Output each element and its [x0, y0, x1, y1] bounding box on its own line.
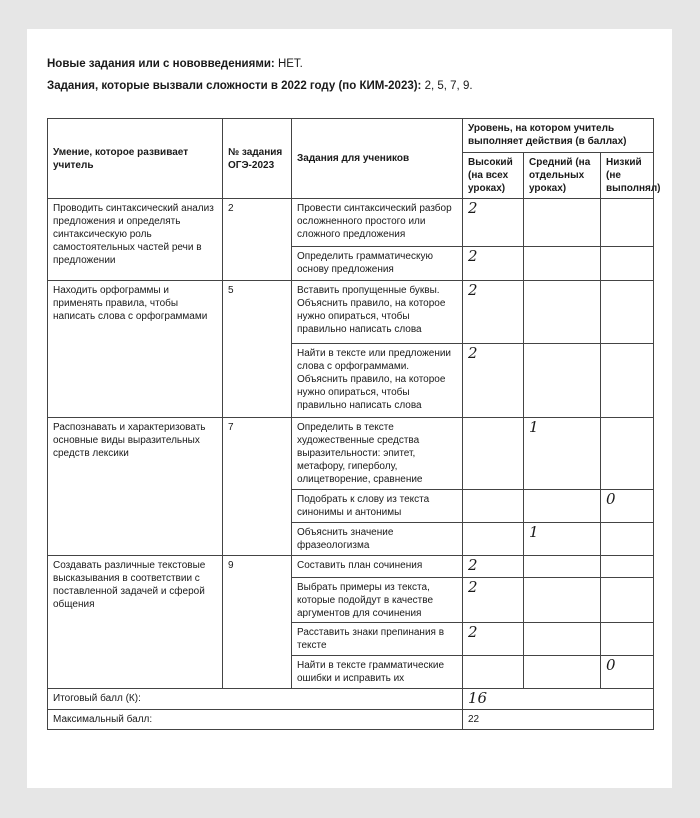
score-medium — [524, 343, 601, 417]
task-number-cell: 2 — [223, 198, 292, 280]
score-high: 2 — [463, 623, 524, 656]
score-high — [463, 656, 524, 688]
task-number-cell: 9 — [223, 555, 292, 688]
score-low — [601, 280, 654, 343]
score-low — [601, 522, 654, 555]
total-value: 16 — [463, 688, 654, 709]
task-cell: Провести синтаксический разбор осложненного простого или сложного предложения — [292, 198, 463, 246]
difficult-tasks-value: 2, 5, 7, 9. — [424, 80, 473, 92]
task-cell: Найти в тексте или предложении слова с орфограммами. Объяснить правило, на которое нужно опираться, чтобы правильно написать слова — [292, 343, 463, 417]
table-row — [48, 198, 654, 246]
new-tasks-line — [47, 58, 303, 70]
task-cell: Вставить пропущенные буквы. Объяснить правило, на которое нужно опираться, чтобы правильно написать слова — [292, 280, 463, 343]
score-medium — [524, 555, 601, 577]
difficult-tasks-line — [47, 80, 473, 92]
score-high: 2 — [463, 555, 524, 577]
task-cell: Составить план сочинения — [292, 555, 463, 577]
score-low: 0 — [601, 489, 654, 522]
score-medium — [524, 656, 601, 688]
table-row — [48, 555, 654, 577]
document-page — [27, 29, 672, 788]
max-row — [48, 709, 654, 729]
score-low — [601, 417, 654, 489]
skill-cell: Создавать различные текстовые высказывания в соответствии с поставленной задачей и сферой общения — [48, 555, 223, 688]
skill-cell: Находить орфограммы и применять правила, чтобы написать слова с орфограммами — [48, 280, 223, 417]
score-medium — [524, 246, 601, 280]
score-high — [463, 489, 524, 522]
score-medium: 1 — [524, 522, 601, 555]
score-medium — [524, 489, 601, 522]
task-cell: Подобрать к слову из текста синонимы и антонимы — [292, 489, 463, 522]
skill-cell: Проводить синтаксический анализ предложения и определять синтаксическую роль самостоятельных частей речи в предложении — [48, 198, 223, 280]
total-row — [48, 688, 654, 709]
score-medium: 1 — [524, 417, 601, 489]
new-tasks-value: НЕТ. — [277, 58, 303, 70]
max-value: 22 — [463, 709, 654, 729]
header-high: Высокий (на всех уроках) — [463, 153, 524, 199]
score-low — [601, 555, 654, 577]
score-medium — [524, 623, 601, 656]
task-cell: Найти в тексте грамматические ошибки и исправить их — [292, 656, 463, 688]
table-row — [48, 417, 654, 489]
score-high — [463, 417, 524, 489]
score-high — [463, 522, 524, 555]
task-cell: Выбрать примеры из текста, которые подойдут в качестве аргументов для сочинения — [292, 577, 463, 623]
task-number-cell: 7 — [223, 417, 292, 555]
table-row — [48, 280, 654, 343]
header-task-number: № задания ОГЭ-2023 — [223, 119, 292, 199]
score-low — [601, 623, 654, 656]
score-low — [601, 577, 654, 623]
new-tasks-label: Новые задания или с нововведениями: — [47, 58, 275, 70]
score-low: 0 — [601, 656, 654, 688]
task-cell: Расставить знаки препинания в тексте — [292, 623, 463, 656]
score-high: 2 — [463, 577, 524, 623]
header-level: Уровень, на котором учитель выполняет действия (в баллах) — [463, 119, 654, 153]
header-skill: Умение, которое развивает учитель — [48, 119, 223, 199]
header-low: Низкий (не выполнял) — [601, 153, 654, 199]
score-low — [601, 198, 654, 246]
score-low — [601, 246, 654, 280]
score-high: 2 — [463, 246, 524, 280]
score-high: 2 — [463, 280, 524, 343]
score-medium — [524, 577, 601, 623]
score-high: 2 — [463, 343, 524, 417]
skills-table — [47, 118, 661, 730]
max-label: Максимальный балл: — [48, 709, 463, 729]
header-medium: Средний (на отдельных уроках) — [524, 153, 601, 199]
total-label: Итоговый балл (К): — [48, 688, 463, 709]
header-tasks: Задания для учеников — [292, 119, 463, 199]
task-number-cell: 5 — [223, 280, 292, 417]
skill-cell: Распознавать и характеризовать основные виды выразительных средств лексики — [48, 417, 223, 555]
score-low — [601, 343, 654, 417]
task-cell: Объяснить значение фразеологизма — [292, 522, 463, 555]
score-high: 2 — [463, 198, 524, 246]
score-medium — [524, 198, 601, 246]
task-cell: Определить грамматическую основу предложения — [292, 246, 463, 280]
difficult-tasks-label: Задания, которые вызвали сложности в 2022 году (по КИМ-2023): — [47, 80, 422, 92]
score-medium — [524, 280, 601, 343]
task-cell: Определить в тексте художественные средства выразительности: эпитет, метафору, гиперболу, олицетворение, сравнение — [292, 417, 463, 489]
